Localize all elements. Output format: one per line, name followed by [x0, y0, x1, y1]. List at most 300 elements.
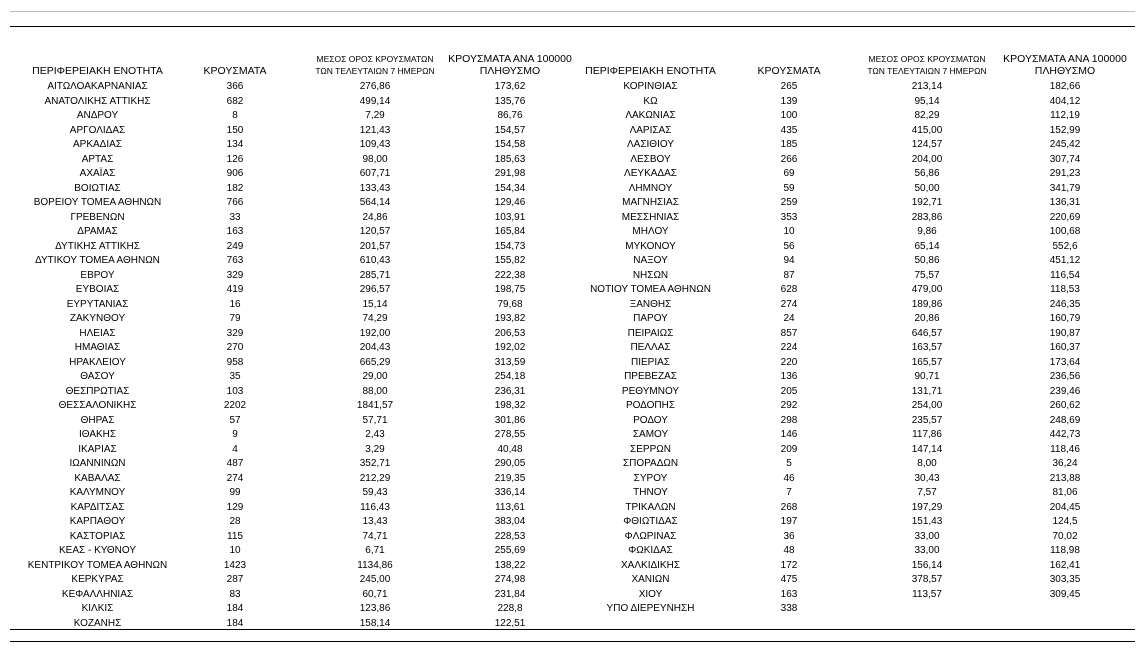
table-row-right — [0, 356, 1147, 371]
region-name: ΚΟΡΙΝΘΙΑΣ — [623, 81, 678, 92]
header-region-left: ΠΕΡΙΦΕΡΕΙΑΚΗ ΕΝΟΤΗΤΑ — [32, 65, 163, 77]
avg-7day-value: 276,86 — [359, 81, 391, 92]
table-row-right — [0, 341, 1147, 356]
region-name: ΚΕΦΑΛΛΗΝΙΑΣ — [61, 588, 134, 600]
bottom-rule-outer — [10, 641, 1135, 642]
region-name: ΛΑΡΙΣΑΣ — [629, 124, 672, 136]
cases-value: 8 — [232, 110, 238, 121]
avg-7day-value: 352,71 — [359, 458, 391, 469]
per-100k-value: 278,55 — [494, 429, 526, 440]
avg-7day-value: 665,29 — [359, 356, 391, 368]
region-name: ΣΕΡΡΩΝ — [630, 443, 671, 455]
avg-7day-value: 3,29 — [365, 443, 385, 455]
per-100k-value: 206,53 — [494, 327, 526, 339]
cases-value: 28 — [229, 516, 241, 527]
region-name: ΜΕΣΣΗΝΙΑΣ — [621, 211, 680, 223]
region-name: ΚΑΡΠΑΘΟΥ — [69, 516, 126, 527]
cases-value: 56 — [783, 240, 795, 252]
avg-7day-value: 30,43 — [914, 472, 940, 484]
cases-value: 265 — [780, 81, 798, 92]
per-100k-value: 228,8 — [497, 603, 523, 614]
per-100k-value: 220,69 — [1049, 211, 1081, 223]
per-100k-value: 138,22 — [494, 559, 526, 571]
cases-value: 487 — [226, 458, 244, 469]
cases-value: 115 — [227, 530, 243, 542]
cases-value: 435 — [780, 124, 798, 136]
table-row-right — [0, 182, 1147, 197]
table-row-right — [0, 573, 1147, 588]
avg-7day-value: 213,14 — [911, 81, 943, 92]
cases-value: 35 — [229, 371, 241, 382]
per-100k-value: 162,41 — [1049, 559, 1081, 571]
top-rule-light — [10, 11, 1135, 12]
avg-7day-value: 235,57 — [911, 414, 943, 426]
cases-value: 172 — [780, 559, 798, 571]
per-100k-value: 124,5 — [1052, 516, 1078, 527]
avg-7day-value: 254,00 — [911, 400, 943, 411]
region-name: ΚΑΛΥΜΝΟΥ — [69, 487, 126, 498]
per-100k-value: 154,73 — [494, 240, 526, 252]
cases-value: 682 — [226, 95, 244, 107]
cases-value: 766 — [226, 197, 244, 208]
per-100k-value: 291,98 — [494, 168, 526, 179]
avg-7day-value: 147,14 — [911, 443, 943, 455]
region-name: ΚΕΑΣ - ΚΥΘΝΟΥ — [59, 545, 136, 556]
cases-value: 329 — [226, 269, 244, 281]
avg-7day-value: 15,14 — [362, 298, 388, 310]
avg-7day-value: 296,57 — [359, 284, 391, 295]
cases-value: 69 — [783, 168, 795, 179]
avg-7day-value: 212,29 — [359, 472, 391, 484]
cases-value: 274 — [780, 298, 798, 310]
per-100k-value: 383,04 — [494, 516, 526, 527]
avg-7day-value: 2,43 — [365, 429, 385, 440]
per-100k-value: 154,58 — [494, 139, 526, 150]
per-100k-value: 313,59 — [494, 356, 526, 368]
avg-7day-value: 610,43 — [359, 255, 391, 266]
cases-value: 48 — [783, 545, 795, 556]
region-name: ΕΥΡΥΤΑΝΙΑΣ — [66, 298, 129, 310]
cases-value: 134 — [226, 139, 244, 150]
table-row-right — [0, 240, 1147, 255]
avg-7day-value: 116,43 — [360, 501, 390, 513]
per-100k-value: 118,98 — [1050, 545, 1080, 556]
table-row-right — [0, 80, 1147, 95]
per-100k-value: 190,87 — [1049, 327, 1081, 339]
avg-7day-value: 90,71 — [914, 371, 940, 382]
cases-value: 353 — [780, 211, 798, 223]
cases-value: 4 — [232, 443, 238, 455]
table-row-right — [0, 399, 1147, 414]
table-row-right — [0, 428, 1147, 443]
avg-7day-value: 245,00 — [359, 574, 391, 585]
per-100k-value: 192,02 — [494, 342, 526, 353]
region-name: ΕΒΡΟΥ — [80, 269, 115, 281]
cases-value: 9 — [232, 429, 238, 440]
per-100k-value: 254,18 — [494, 371, 526, 382]
avg-7day-value: 564,14 — [359, 197, 391, 208]
cases-value: 220 — [780, 356, 798, 368]
avg-7day-value: 50,86 — [914, 255, 940, 266]
per-100k-value: 81,06 — [1052, 487, 1078, 498]
region-name: ΔΥΤΙΚΗΣ ΑΤΤΙΚΗΣ — [55, 240, 140, 252]
region-name: ΔΡΑΜΑΣ — [77, 226, 118, 237]
region-name: ΠΕΛΛΑΣ — [630, 342, 671, 353]
region-name: ΠΕΙΡΑΙΩΣ — [627, 327, 674, 339]
avg-7day-value: 165,57 — [911, 356, 943, 368]
table-row-right — [0, 414, 1147, 429]
per-100k-value: 118,53 — [1050, 284, 1080, 295]
cases-value: 184 — [226, 617, 244, 629]
avg-7day-value: 74,71 — [362, 530, 388, 542]
per-100k-value: 100,68 — [1049, 226, 1081, 237]
region-name: ΑΧΑΪΑΣ — [79, 168, 116, 179]
per-100k-value: 185,63 — [494, 153, 526, 165]
region-name: ΛΗΜΝΟΥ — [628, 182, 673, 194]
per-100k-value: 442,73 — [1049, 429, 1081, 440]
avg-7day-value: 113,57 — [912, 588, 942, 600]
per-100k-value: 79,68 — [497, 298, 523, 310]
per-100k-value: 198,32 — [494, 400, 526, 411]
avg-7day-value: 124,57 — [911, 139, 943, 150]
cases-value: 79 — [229, 313, 241, 324]
per-100k-value: 103,91 — [494, 211, 526, 223]
per-100k-value: 341,79 — [1049, 182, 1081, 194]
region-name: ΡΕΘΥΜΝΟΥ — [621, 385, 680, 397]
cases-value: 182 — [226, 182, 244, 194]
cases-value: 628 — [780, 284, 798, 295]
table-row-right — [0, 225, 1147, 240]
cases-value: 266 — [780, 153, 798, 165]
cases-value: 46 — [783, 472, 795, 484]
cases-value: 185 — [780, 139, 798, 150]
cases-value: 100 — [780, 110, 798, 121]
avg-7day-value: 1841,57 — [356, 400, 394, 411]
avg-7day-value: 120,57 — [359, 226, 391, 237]
cases-value: 24 — [783, 313, 795, 324]
per-100k-value: 228,53 — [494, 530, 526, 542]
header-cases-left: ΚΡΟΥΣΜΑΤΑ — [203, 65, 267, 77]
cases-value: 126 — [226, 153, 244, 165]
region-name: ΛΕΥΚΑΔΑΣ — [624, 168, 677, 179]
header-avg-right-1: ΜΕΣΟΣ ΟΡΟΣ ΚΡΟΥΣΜΑΤΩΝ — [868, 54, 986, 64]
avg-7day-value: 158,14 — [359, 617, 391, 629]
region-name: ΘΑΣΟΥ — [80, 371, 115, 382]
region-name: ΜΥΚΟΝΟΥ — [625, 240, 676, 252]
cases-value: 1423 — [223, 559, 247, 571]
table-row-right — [0, 312, 1147, 327]
avg-7day-value: 95,14 — [914, 95, 940, 107]
avg-7day-value: 75,57 — [914, 269, 940, 281]
region-name: ΑΡΓΟΛΙΔΑΣ — [69, 124, 126, 136]
region-name: ΙΘΑΚΗΣ — [78, 429, 117, 440]
cases-value: 146 — [780, 429, 798, 440]
avg-7day-value: 192,71 — [911, 197, 943, 208]
cases-value: 274 — [226, 472, 244, 484]
cases-value: 103 — [226, 385, 244, 397]
per-100k-value: 182,66 — [1049, 81, 1081, 92]
region-name: ΛΑΚΩΝΙΑΣ — [625, 110, 676, 121]
avg-7day-value: 1134,86 — [357, 559, 393, 571]
cases-value: 270 — [226, 342, 244, 353]
cases-value: 475 — [780, 574, 798, 585]
table-row-right — [0, 95, 1147, 110]
avg-7day-value: 59,43 — [362, 487, 388, 498]
cases-value: 33 — [229, 211, 241, 223]
cases-value: 205 — [780, 385, 798, 397]
per-100k-value: 222,38 — [494, 269, 526, 281]
cases-value: 136 — [780, 371, 798, 382]
cases-value: 197 — [780, 516, 798, 527]
header-region-right: ΠΕΡΙΦΕΡΕΙΑΚΗ ΕΝΟΤΗΤΑ — [585, 65, 716, 77]
table-row-right — [0, 138, 1147, 153]
avg-7day-value: 285,71 — [359, 269, 391, 281]
cases-value: 287 — [226, 574, 244, 585]
region-name: ΣΥΡΟΥ — [633, 472, 668, 484]
per-100k-value: 309,45 — [1049, 588, 1081, 600]
avg-7day-value: 121,43 — [359, 124, 391, 136]
cases-value: 36 — [783, 530, 795, 542]
avg-7day-value: 156,14 — [911, 559, 943, 571]
table-row-right — [0, 153, 1147, 168]
avg-7day-value: 33,00 — [914, 530, 940, 542]
region-name: ΚΑΡΔΙΤΣΑΣ — [70, 501, 125, 513]
per-100k-value: 36,24 — [1052, 458, 1078, 469]
cases-value: 163 — [780, 588, 798, 600]
cases-value: 184 — [226, 603, 244, 614]
avg-7day-value: 163,57 — [911, 342, 943, 353]
cases-value: 59 — [783, 182, 795, 194]
per-100k-value: 303,35 — [1049, 574, 1081, 585]
avg-7day-value: 479,00 — [911, 284, 943, 295]
per-100k-value: 160,37 — [1049, 342, 1081, 353]
per-100k-value: 40,48 — [497, 443, 523, 455]
cases-value: 16 — [229, 298, 241, 310]
per-100k-value: 113,61 — [495, 501, 525, 513]
cases-value: 163 — [226, 226, 244, 237]
per-100k-value: 86,76 — [497, 110, 523, 121]
table-row-right — [0, 327, 1147, 342]
region-name: ΠΡΕΒΕΖΑΣ — [624, 371, 677, 382]
region-name: ΙΚΑΡΙΑΣ — [78, 443, 117, 455]
cases-value: 99 — [229, 487, 241, 498]
per-100k-value: 204,45 — [1049, 501, 1081, 513]
region-name: ΕΥΒΟΙΑΣ — [75, 284, 120, 295]
cases-value: 129 — [226, 501, 244, 513]
region-name: ΡΟΔΟΥ — [633, 414, 668, 426]
per-100k-value: 154,34 — [494, 182, 526, 194]
cases-value: 87 — [783, 269, 795, 281]
table-row-right — [0, 298, 1147, 313]
avg-7day-value: 192,00 — [359, 327, 391, 339]
per-100k-value: 255,69 — [494, 545, 526, 556]
per-100k-value: 236,56 — [1049, 371, 1081, 382]
per-100k-value: 118,46 — [1050, 443, 1080, 455]
header-cases-right: ΚΡΟΥΣΜΑΤΑ — [757, 65, 821, 77]
header-per100k-left-2: ΠΛΗΘΥΣΜΟ — [479, 65, 541, 77]
per-100k-value: 248,69 — [1049, 414, 1081, 426]
avg-7day-value: 109,43 — [359, 139, 391, 150]
region-name: ΦΩΚΙΔΑΣ — [628, 545, 673, 556]
region-name: ΤΡΙΚΑΛΩΝ — [625, 501, 676, 513]
table-row-right — [0, 167, 1147, 182]
cases-value: 857 — [780, 327, 798, 339]
avg-7day-value: 415,00 — [911, 124, 943, 136]
region-name: ΚΑΒΑΛΑΣ — [74, 472, 121, 484]
avg-7day-value: 378,57 — [911, 574, 943, 585]
region-name: ΚΩ — [643, 95, 658, 107]
header-per100k-right-1: ΚΡΟΥΣΜΑΤΑ ΑΝΑ 100000 — [1003, 53, 1127, 65]
cases-value: 292 — [780, 400, 798, 411]
region-name: ΖΑΚΥΝΘΟΥ — [69, 313, 126, 324]
region-name: ΒΟΡΕΙΟΥ ΤΟΜΕΑ ΑΘΗΝΩΝ — [33, 197, 162, 208]
per-100k-value: 173,62 — [494, 81, 526, 92]
region-name: ΞΑΝΘΗΣ — [629, 298, 672, 310]
region-name: ΜΗΛΟΥ — [632, 226, 669, 237]
cases-value: 224 — [780, 342, 798, 353]
region-name: ΘΕΣΠΡΩΤΙΑΣ — [65, 385, 130, 397]
region-name: ΚΕΝΤΡΙΚΟΥ ΤΟΜΕΑ ΑΘΗΝΩΝ — [27, 559, 168, 571]
bottom-rule — [10, 629, 1135, 630]
cases-value: 268 — [780, 501, 798, 513]
region-name: ΑΡΤΑΣ — [81, 153, 114, 165]
region-name: ΣΑΜΟΥ — [632, 429, 669, 440]
region-name: ΔΥΤΙΚΟΥ ΤΟΜΕΑ ΑΘΗΝΩΝ — [35, 255, 160, 266]
region-name: ΓΡΕΒΕΝΩΝ — [70, 211, 125, 223]
cases-value: 83 — [229, 588, 241, 600]
avg-7day-value: 56,86 — [914, 168, 940, 179]
header-per100k-left-1: ΚΡΟΥΣΜΑΤΑ ΑΝΑ 100000 — [448, 53, 572, 65]
per-100k-value: 129,46 — [494, 197, 526, 208]
avg-7day-value: 57,71 — [362, 414, 388, 426]
table-row-right — [0, 544, 1147, 559]
per-100k-value: 165,84 — [494, 226, 526, 237]
region-name: ΒΟΙΩΤΙΑΣ — [74, 182, 121, 194]
per-100k-value: 552,6 — [1052, 240, 1078, 252]
avg-7day-value: 88,00 — [362, 385, 388, 397]
header-avg-left-2: ΤΩΝ ΤΕΛΕΥΤΑΙΩΝ 7 ΗΜΕΡΩΝ — [315, 66, 435, 76]
avg-7day-value: 8,00 — [917, 458, 937, 469]
cases-value: 139 — [780, 95, 798, 107]
cases-value: 366 — [226, 81, 244, 92]
per-100k-value: 136,31 — [1049, 197, 1081, 208]
avg-7day-value: 20,86 — [914, 313, 940, 324]
avg-7day-value: 646,57 — [911, 327, 943, 339]
top-rule — [10, 26, 1135, 27]
avg-7day-value: 65,14 — [914, 240, 940, 252]
avg-7day-value: 74,29 — [362, 313, 388, 324]
avg-7day-value: 283,86 — [911, 211, 943, 223]
table-row-right — [0, 109, 1147, 124]
cases-value: 5 — [786, 458, 792, 469]
region-name: ΡΟΔΟΠΗΣ — [625, 400, 676, 411]
per-100k-value: 307,74 — [1049, 153, 1081, 165]
region-name: ΗΡΑΚΛΕΙΟΥ — [69, 356, 126, 368]
header-avg-left-1: ΜΕΣΟΣ ΟΡΟΣ ΚΡΟΥΣΜΑΤΩΝ — [316, 54, 434, 64]
avg-7day-value: 82,29 — [914, 110, 940, 121]
region-name: ΤΗΝΟΥ — [633, 487, 668, 498]
per-100k-value: 301,86 — [494, 414, 526, 426]
region-name: ΚΙΛΚΙΣ — [81, 603, 114, 614]
avg-7day-value: 607,71 — [359, 168, 391, 179]
avg-7day-value: 123,86 — [359, 603, 391, 614]
region-name: ΣΠΟΡΑΔΩΝ — [622, 458, 679, 469]
per-100k-value: 122,51 — [494, 617, 526, 629]
avg-7day-value: 133,43 — [359, 182, 391, 194]
per-100k-value: 135,76 — [494, 95, 526, 107]
per-100k-value: 70,02 — [1052, 530, 1078, 542]
cases-value: 249 — [226, 240, 244, 252]
cases-value: 57 — [229, 414, 241, 426]
region-name: ΠΑΡΟΥ — [633, 313, 668, 324]
cases-value: 763 — [226, 255, 244, 266]
avg-7day-value: 201,57 — [359, 240, 391, 252]
region-name: ΧΑΛΚΙΔΙΚΗΣ — [621, 559, 680, 571]
per-100k-value: 451,12 — [1049, 255, 1081, 266]
table-row-right — [0, 486, 1147, 501]
per-100k-value: 152,99 — [1049, 124, 1081, 136]
avg-7day-value: 29,00 — [362, 371, 388, 382]
table-row-right — [0, 457, 1147, 472]
avg-7day-value: 204,43 — [359, 342, 391, 353]
table-row-right — [0, 472, 1147, 487]
table-row-right — [0, 370, 1147, 385]
table-row-right — [0, 283, 1147, 298]
region-name: ΑΝΔΡΟΥ — [76, 110, 119, 121]
table-row-right — [0, 211, 1147, 226]
cases-value: 150 — [226, 124, 244, 136]
cases-value: 7 — [786, 487, 792, 498]
table-row-right — [0, 196, 1147, 211]
per-100k-value: 116,54 — [1050, 269, 1080, 281]
region-name: ΛΑΣΙΘΙΟΥ — [627, 139, 674, 150]
table-row-right — [0, 124, 1147, 139]
cases-value: 958 — [226, 356, 244, 368]
region-name: ΝΟΤΙΟΥ ΤΟΜΕΑ ΑΘΗΝΩΝ — [590, 284, 711, 295]
cases-value: 419 — [226, 284, 244, 295]
per-100k-value: 154,57 — [494, 124, 526, 136]
avg-7day-value: 189,86 — [911, 298, 943, 310]
table-row-right — [0, 501, 1147, 516]
avg-7day-value: 24,86 — [362, 211, 388, 223]
avg-7day-value: 6,71 — [365, 545, 385, 556]
region-name: ΛΕΣΒΟΥ — [630, 153, 671, 165]
avg-7day-value: 98,00 — [362, 153, 388, 165]
avg-7day-value: 13,43 — [362, 516, 388, 527]
per-100k-value: 112,19 — [1050, 110, 1080, 121]
avg-7day-value: 197,29 — [911, 501, 943, 513]
table-row-right — [0, 443, 1147, 458]
cases-value: 10 — [783, 226, 795, 237]
per-100k-value: 274,98 — [494, 574, 526, 585]
header-per100k-right-2: ΠΛΗΘΥΣΜΟ — [1034, 65, 1096, 77]
table-row-right — [0, 269, 1147, 284]
avg-7day-value: 151,43 — [911, 516, 943, 527]
region-name: ΙΩΑΝΝΙΝΩΝ — [69, 458, 126, 469]
per-100k-value: 246,35 — [1049, 298, 1081, 310]
table-row-right — [0, 385, 1147, 400]
region-name: ΑΝΑΤΟΛΙΚΗΣ ΑΤΤΙΚΗΣ — [44, 95, 151, 107]
region-name: ΚΑΣΤΟΡΙΑΣ — [69, 530, 126, 542]
table-row-right — [0, 530, 1147, 545]
table-row-right — [0, 602, 1147, 617]
per-100k-value: 219,35 — [494, 472, 526, 484]
per-100k-value: 155,82 — [494, 255, 526, 266]
header-avg-right-2: ΤΩΝ ΤΕΛΕΥΤΑΙΩΝ 7 ΗΜΕΡΩΝ — [867, 66, 987, 76]
cases-value: 259 — [780, 197, 798, 208]
per-100k-value: 404,12 — [1049, 95, 1081, 107]
table-row-right — [0, 588, 1147, 603]
